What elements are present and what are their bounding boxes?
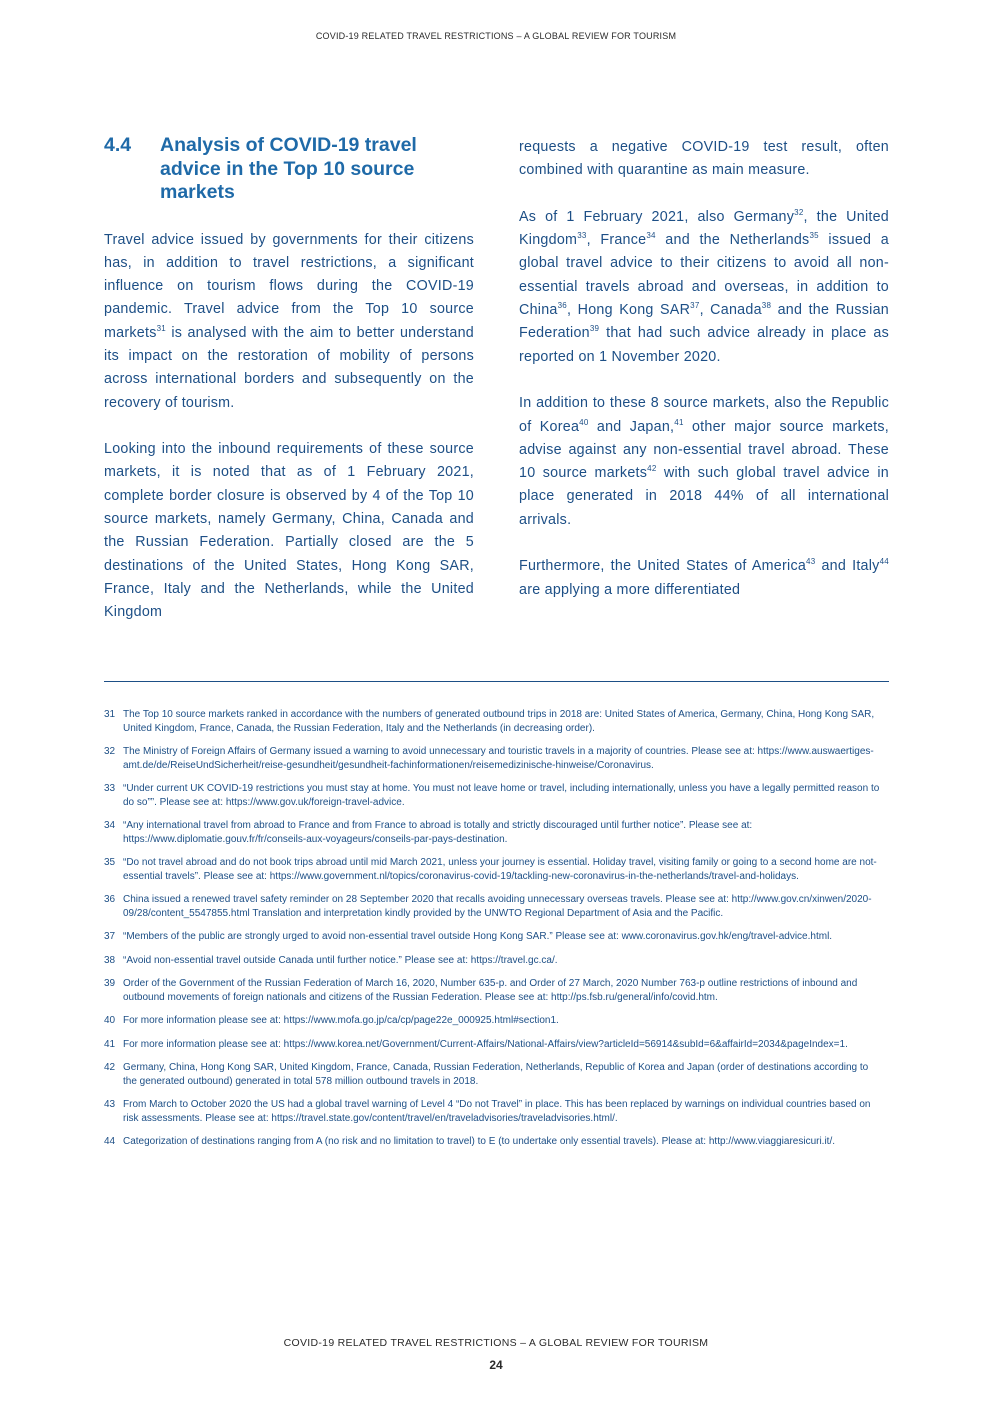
footnote-ref[interactable]: 33 — [577, 231, 587, 241]
footnote-divider — [104, 681, 889, 682]
paragraph-differentiated: Furthermore, the United States of America$^{43}$ and Italy$^{44}$ are applying a more differentiated — [519, 557, 889, 598]
footnote-ref[interactable]: 41 — [674, 417, 684, 427]
footnote-39: 39 Order of the Government of the Russian Federation of March 16, 2020, Number 635-p. and Order of 27 March, 2020 Number 763-p outline restrictions of inbound and outbound movements of foreign nationals and citizens of the Russian Federation. Please see at: http://ps.fsb.ru/general/info/covid.htm. — [104, 978, 858, 1003]
paragraph-other-markets: In addition to these 8 source markets, also the Republic of Korea$^{40}$ and Japan,$^{41}$ other major source markets, advise against any non-essential travel abroad. These 10 source markets$^{42}$ with such global travel advice in place generated in 2018 44% of all international arrivals. — [519, 395, 890, 528]
footnote-34: 34 “Any international travel from abroad to France and from France to abroad is totally and strictly discouraged until further notice”. Please see at: https://www.diplomatie.gouv.fr/fr/conseils-aux-voyageurs/conseils-par-pays-destination. — [104, 820, 753, 845]
footnote-43: 43 From March to October 2020 the US had a global travel warning of Level 4 “Do not Travel” in place. This has been replaced by warnings on individual countries based on risk assessments. Please see at: https://travel.state.gov/content/travel/en/traveladvisories/traveladvisories.html/. — [104, 1099, 871, 1124]
footnote-42: 42 Germany, China, Hong Kong SAR, United Kingdom, France, Canada, Russian Federation, Netherlands, Republic of Korea and Japan (order of destinations according to the generated outbound) generated in total 578 million outbound travels in 2018. — [104, 1062, 869, 1087]
footnote-ref[interactable]: 38 — [761, 301, 772, 311]
footnote-ref[interactable]: 34 — [646, 231, 656, 241]
footnote-41: 41 For more information please see at: https://www.korea.net/Government/Current-Affairs/National-Affairs/view?articleId=56914&subId=6&affairId=2034&pageIndex=1. — [104, 1038, 848, 1050]
running-header: COVID-19 RELATED TRAVEL RESTRICTIONS – A GLOBAL REVIEW FOR TOURISM — [315, 31, 677, 41]
paragraph-continued: requests a negative COVID-19 test result, often combined with quarantine as main measure. — [519, 139, 889, 179]
footnote-ref[interactable]: 39 — [589, 324, 600, 334]
section-title: Analysis of COVID-19 travel advice in the Top 10 source markets — [160, 134, 417, 203]
footnote-ref[interactable]: 42 — [647, 464, 657, 474]
page-number: 24 — [489, 1358, 503, 1372]
left-column — [104, 134, 474, 648]
footnote-ref[interactable]: 31 — [156, 323, 166, 333]
footnote-35: 35 “Do not travel abroad and do not book trips abroad until mid March 2021, unless your journey is essential. Holiday travel, visiting family or going to a second home are not-essential travels”. Please see at: https://www.government.nl/topics/coronavirus-covid-19/tackling-new-coronavirus-in-the-netherlands/travel-and-holidays. — [104, 857, 877, 882]
footnote-ref[interactable]: 44 — [879, 557, 889, 567]
paragraph-global-advice: As of 1 February 2021, also Germany$^{32}$, the United Kingdom$^{33}$, France$^{34}$ and the Netherlands$^{35}$ issued a global travel advice to their citizens to avoid all non-essential travels abroad and overseas, in addition to China$^{36}$, Hong Kong SAR$^{37}$, Canada$^{38}$ and the Russian Federation$^{39}$ that had such advice already in place as reported on 1 November 2020. — [519, 207, 889, 365]
footnote-38: 38 “Avoid non-essential travel outside Canada until further notice.” Please see at: https://travel.gc.ca/. — [104, 954, 558, 966]
footnotes — [104, 708, 889, 1159]
footnote-ref[interactable]: 40 — [579, 417, 589, 427]
footnote-37: 37 “Members of the public are strongly urged to avoid non-essential travel outside Hong Kong SAR.” Please see at: www.coronavirus.gov.hk/eng/travel-advice.html. — [104, 931, 833, 942]
footnote-ref[interactable]: 43 — [806, 557, 816, 567]
section-number: 4.4 — [104, 134, 132, 156]
footnote-44: 44 Categorization of destinations ranging from A (no risk and no limitation to travel) to E (to undertake only essential travels). Please at: http://www.viaggiaresicuri.it/. — [104, 1136, 836, 1147]
right-column — [519, 136, 889, 625]
footnote-ref[interactable]: 35 — [809, 231, 819, 241]
footnote-ref[interactable]: 37 — [690, 301, 700, 311]
footnote-33: 33 “Under current UK COVID-19 restrictions you must stay at home. You must not leave home or travel, including internationally, unless you have a legally permitted reason to do so””. Please see at: https://www.gov.uk/foreign-travel-advice. — [104, 783, 880, 808]
paragraph-inbound-requirements: Looking into the inbound requirements of these source markets, it is noted that as of 1 February 2021, complete border closure is observed by 4 of the Top 10 source markets, namely Germany, China, Canada and the Russian Federation. Partially closed are the 5 destinations of the United States, Hong Kong SAR, France, Italy and the Netherlands, while the United Kingdom — [104, 441, 474, 621]
section-heading — [104, 134, 474, 205]
footnote-40: 40 For more information please see at: https://www.mofa.go.jp/ca/cp/page22e_000925.html#section1. — [104, 1015, 559, 1026]
footnote-32: 32 The Ministry of Foreign Affairs of Germany issued a warning to avoid unnecessary and touristic travels in a majority of countries. Please see at: https://www.auswaertiges-amt.de/de/ReiseUndSicherheit/reise-gesundheit/gesundheit-fachinformationen/reisemedizinische-hinweise/Coronavirus. — [104, 746, 874, 771]
footnote-31: 31 The Top 10 source markets ranked in accordance with the numbers of generated outbound trips in 2018 are: United States of America, Germany, China, Hong Kong SAR, United Kingdom, France, Canada, the Russian Federation, Italy and the Netherlands (in decreasing order). — [104, 709, 875, 734]
footnote-36: 36 China issued a renewed travel safety reminder on 28 September 2020 that recalls avoiding unnecessary overseas travels. Please see at: http://www.gov.cn/xinwen/2020-09/28/content_5547855.html Translation and interpretation kindly provided by the UNWTO Regional Department of Asia and the Pacific. — [104, 894, 872, 919]
footnote-ref[interactable]: 32 — [794, 207, 804, 217]
paragraph-travel-advice: Travel advice issued by governments for their citizens has, in addition to travel restrictions, a significant influence on tourism flows during the COVID-19 pandemic. Travel advice from the Top 10 source markets$^{31}$ is analysed with the aim to better understand its impact on the restoration of mobility of persons across international borders and subsequently on the recovery of tourism. — [104, 231, 474, 411]
running-footer: COVID-19 RELATED TRAVEL RESTRICTIONS – A GLOBAL REVIEW FOR TOURISM — [283, 1337, 709, 1349]
footnote-ref[interactable]: 36 — [557, 301, 568, 311]
